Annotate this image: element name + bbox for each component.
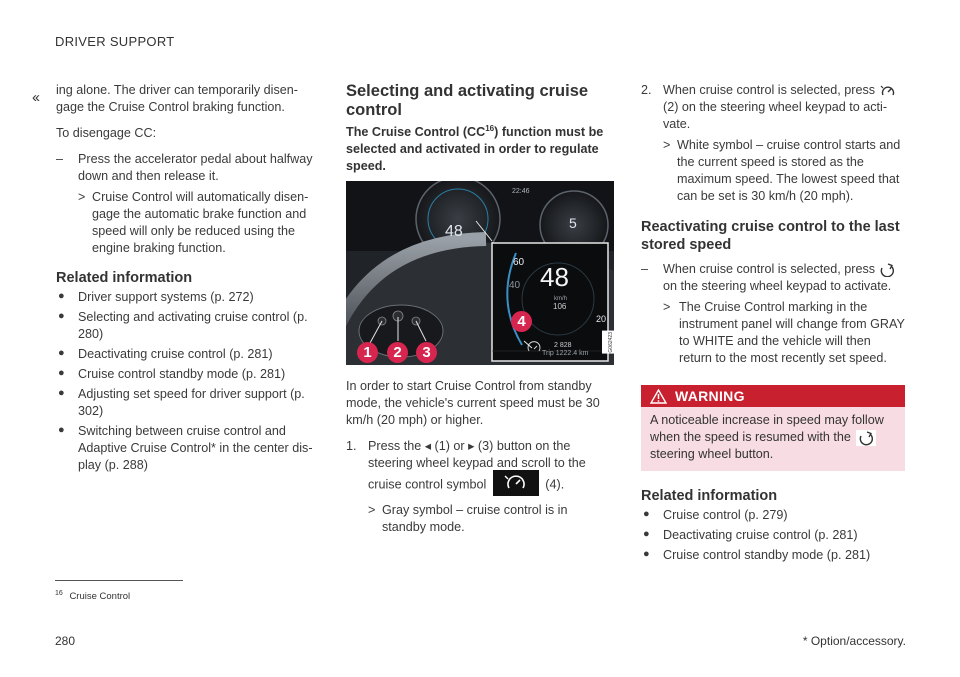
zoom-trip: Trip 1222.4 km	[542, 350, 589, 357]
footnote-number: 16	[55, 590, 63, 597]
related-item[interactable]: ● Selecting and activating cruise control (p. 280)	[58, 310, 308, 341]
bullet-icon: ●	[58, 367, 65, 379]
related-item[interactable]: ● Deactivating cruise control (p. 281)	[643, 528, 858, 542]
result-marker: >	[663, 300, 671, 314]
reactivate-result	[641, 299, 905, 367]
callout-1: 1	[357, 342, 378, 363]
related-info-title: Related information	[641, 488, 778, 504]
zoom-unit: km/h	[554, 296, 568, 302]
bullet-icon: ●	[58, 347, 65, 359]
related-item[interactable]: ● Driver support systems (p. 272)	[58, 290, 254, 304]
option-note: * Option/accessory.	[802, 634, 906, 648]
result-marker: >	[663, 138, 671, 152]
related-item[interactable]: ● Cruise control (p. 279)	[643, 508, 788, 522]
bullet-icon: ●	[58, 424, 65, 436]
step-number: 2.	[641, 83, 652, 97]
column-3	[641, 82, 905, 567]
intro-text: ing alone. The driver can temporarily disengage the Cruise Control braking function.	[56, 83, 298, 114]
zoom-speed-40: 40	[509, 280, 521, 291]
step-1-text: Press the ◂ (1) or ▸ (3) button on the steering wheel keypad and scroll to the cruise control symbol	[368, 439, 586, 492]
footnote	[55, 585, 130, 605]
related-item[interactable]: ● Cruise control standby mode (p. 281)	[58, 367, 286, 381]
cruise-control-symbol-icon	[493, 470, 539, 496]
step-2: 2. When cruise control is selected, press (2) on the steering wheel keypad to activate.	[641, 82, 905, 133]
callout-2: 2	[387, 342, 408, 363]
bullet-icon: ●	[58, 387, 65, 399]
bullet-icon: ●	[58, 310, 65, 322]
zoom-small-value: 106	[553, 302, 567, 311]
disengage-result	[56, 189, 318, 257]
reactivate-result-text: The Cruise Control marking in the instrument panel will change from GRAY to WHITE and the vehicle will then return to the most recently set speed.	[679, 300, 905, 365]
related-item[interactable]: ● Deactivating cruise control (p. 281)	[58, 347, 273, 361]
zoom-odometer: 2 828	[554, 342, 572, 349]
resume-icon	[856, 430, 876, 446]
column-1	[56, 82, 318, 477]
disengage-result-text: Cruise Control will automatically disengage the automatic brake function and speed will only be reduced using the engine braking function.	[92, 190, 309, 255]
step-number: 1.	[346, 439, 357, 453]
step-2-result	[641, 137, 905, 205]
dash-marker: –	[641, 262, 649, 276]
figure-code: G062423	[602, 331, 614, 354]
dash-marker: –	[56, 152, 64, 166]
footnote-ref[interactable]: 16	[485, 123, 495, 133]
related-list	[641, 507, 905, 564]
warning-triangle-icon	[650, 388, 667, 410]
step-1-result-text: Gray symbol – cruise control is in standby mode.	[382, 503, 568, 534]
warning-box	[641, 385, 905, 471]
continued-marker: ‹‹	[32, 89, 38, 106]
bullet-icon: ●	[58, 290, 65, 302]
figure-illustration	[346, 181, 614, 365]
disengage-heading: To disengage CC:	[56, 126, 157, 140]
lead-text: The Cruise Control (CC$^{16}$) function must be selected and activated in order to regulate speed.	[346, 123, 604, 173]
cluster-edge-value: 20	[596, 314, 607, 324]
page-number: 280	[55, 634, 76, 648]
footnote-divider	[55, 580, 183, 581]
related-info-title: Related information	[56, 270, 193, 286]
reactivate-step: – When cruise control is selected, press on the steering wheel keypad to activate.	[641, 261, 905, 295]
related-list	[56, 289, 318, 474]
related-item[interactable]: ● Adjusting set speed for driver support (p. 302)	[58, 387, 305, 418]
result-marker: >	[78, 190, 86, 204]
callout-4: 4	[511, 311, 532, 332]
warning-header	[641, 385, 905, 407]
footnote-text: Cruise Control	[69, 591, 131, 603]
steering-wheel-figure	[346, 181, 614, 365]
standby-paragraph: In order to start Cruise Control from standby mode, the vehicle's current speed must be 30 km/h (20 mph) or higher.	[346, 379, 600, 427]
cruise-control-button-icon	[879, 84, 897, 98]
related-item[interactable]: ● Switching between cruise control and Adaptive Cruise Control* in the center display (p. 288)	[58, 424, 313, 472]
warning-body: A noticeable increase in speed may follow when the speed is resumed with the steering wheel button.	[641, 407, 905, 471]
step-2-result-text: White symbol – cruise control starts and the current speed is stored as the maximum speed. The lowest speed that can be set is 30 km/h (20 mph).	[677, 138, 901, 203]
result-marker: >	[368, 503, 376, 517]
bullet-icon: ●	[643, 508, 650, 520]
step-2-text: When cruise control is selected, press	[663, 83, 876, 97]
bullet-icon: ●	[643, 528, 650, 540]
column-2	[346, 82, 614, 536]
section-title: Selecting and activating cruise control	[346, 82, 589, 119]
disengage-step-text: Press the accelerator pedal about halfway down and then release it.	[78, 152, 313, 183]
zoom-current-speed: 48	[540, 262, 569, 292]
reactivate-title: Reactivating cruise control to the last stored speed	[641, 219, 900, 253]
step-1: 1. Press the ◂ (1) or ▸ (3) button on the steering wheel keypad and scroll to the cruise control symbol (4).	[346, 438, 614, 498]
section-header: DRIVER SUPPORT	[55, 34, 175, 49]
warning-title: WARNING	[675, 388, 745, 404]
resume-icon	[879, 263, 895, 277]
cluster-speed: 48	[445, 223, 463, 240]
step-1-result	[346, 502, 614, 536]
related-item[interactable]: ● Cruise control standby mode (p. 281)	[643, 548, 871, 562]
cluster-time: 22:46	[512, 188, 530, 195]
disengage-step	[56, 151, 318, 185]
cluster-gear: 5	[569, 215, 577, 231]
zoom-speed-60: 60	[513, 257, 525, 268]
bullet-icon: ●	[643, 548, 650, 560]
callout-3: 3	[416, 342, 437, 363]
